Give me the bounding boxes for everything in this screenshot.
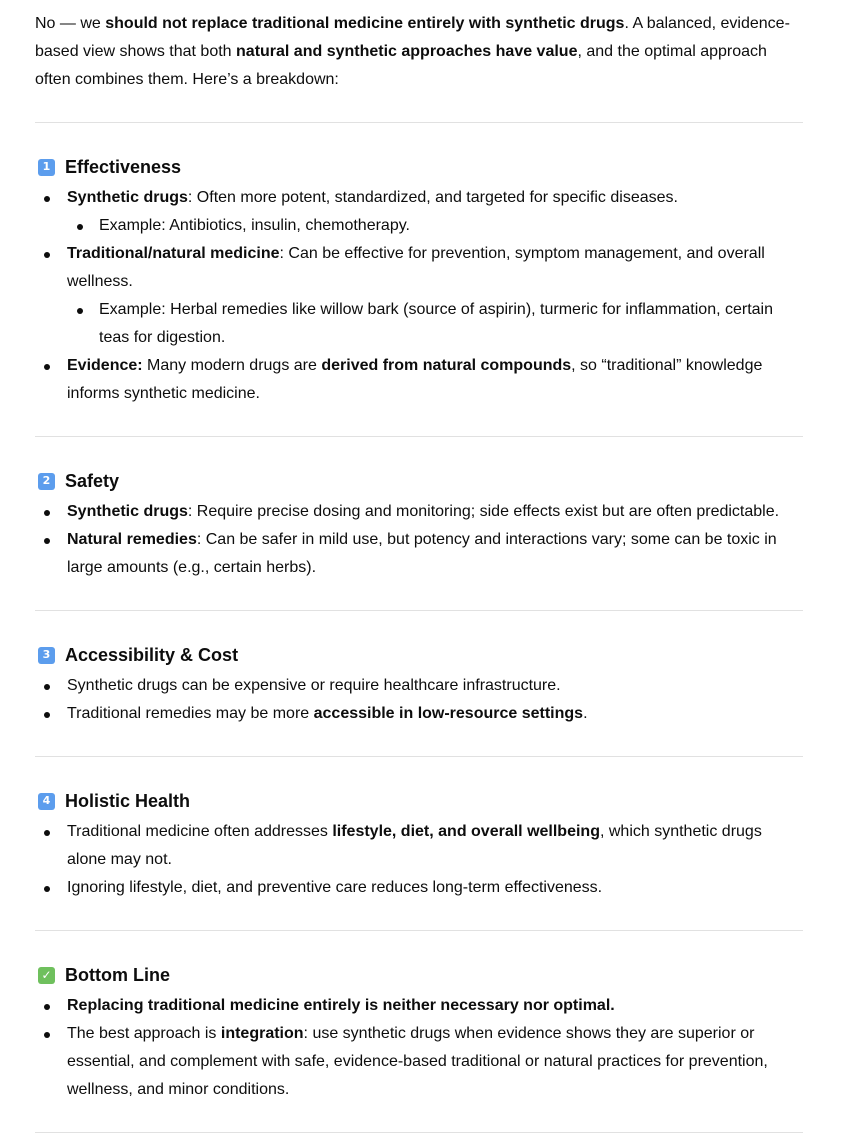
divider — [35, 122, 803, 123]
section-title: Effectiveness — [65, 157, 182, 177]
item-text: : Require precise dosing and monitoring; side effects exist but are often predictable. — [187, 503, 780, 520]
section-bottom-line — [35, 962, 803, 1104]
list-item: Ignoring lifestyle, diet, and preventive care reduces long-term effectiveness. — [35, 874, 803, 902]
item-label: Synthetic drugs — [67, 503, 188, 520]
section-heading — [35, 642, 803, 668]
item-bold: accessible in low-resource settings — [313, 705, 584, 722]
section-heading — [35, 154, 803, 180]
item-text: Traditional medicine often addresses — [67, 823, 333, 840]
item-text: The best approach is — [67, 1025, 221, 1042]
divider — [35, 930, 803, 931]
bullet-list — [35, 992, 803, 1104]
list-item — [35, 526, 803, 582]
item-bold: Replacing traditional medicine entirely is neither necessary nor optimal. — [67, 997, 615, 1014]
divider — [35, 756, 803, 757]
item-text: . — [583, 705, 588, 722]
keycap-3-icon: 3 — [38, 647, 55, 664]
section-title: Accessibility & Cost — [65, 645, 239, 665]
divider — [35, 610, 803, 611]
list-item — [35, 184, 803, 240]
sub-list-item: Example: Antibiotics, insulin, chemotherapy. — [67, 212, 803, 240]
item-label: Traditional/natural medicine — [67, 245, 280, 262]
section-title: Holistic Health — [65, 791, 191, 811]
sub-list-item: Example: Herbal remedies like willow bark (source of aspirin), turmeric for inflammation, certain teas for digestion. — [67, 296, 803, 352]
intro-bold: should not replace traditional medicine entirely with synthetic drugs — [105, 15, 625, 32]
keycap-1-icon: 1 — [38, 159, 55, 176]
item-text: , so “traditional” knowledge informs synthetic medicine. — [67, 357, 763, 402]
divider — [35, 1132, 803, 1133]
intro-text: . A balanced, evidence-based view shows that both — [35, 15, 790, 60]
section-accessibility-cost — [35, 642, 803, 728]
item-text: : use synthetic drugs when evidence shows they are superior or essential, and complement with safe, evidence-based traditional or natural practices for prevention, wellness, and minor conditions. — [67, 1025, 768, 1098]
list-item — [35, 498, 803, 526]
keycap-4-icon: 4 — [38, 793, 55, 810]
section-heading — [35, 962, 803, 988]
list-item — [35, 700, 803, 728]
list-item — [35, 240, 803, 352]
item-bold: derived from natural compounds — [321, 357, 572, 374]
list-item — [35, 1020, 803, 1104]
list-item — [35, 352, 803, 408]
list-item — [35, 992, 803, 1020]
section-title: Safety — [65, 471, 120, 491]
list-item: Synthetic drugs can be expensive or require healthcare infrastructure. — [35, 672, 803, 700]
item-label: Evidence: — [67, 357, 143, 374]
section-safety — [35, 468, 803, 582]
bullet-list — [35, 672, 803, 728]
section-heading — [35, 788, 803, 814]
sub-list — [67, 212, 803, 240]
item-bold: integration — [220, 1025, 304, 1042]
section-holistic-health — [35, 788, 803, 902]
item-text: : Can be effective for prevention, symptom management, and overall wellness. — [67, 245, 765, 290]
bullet-list — [35, 818, 803, 902]
sub-list — [67, 296, 803, 352]
item-text: Traditional remedies may be more — [67, 705, 314, 722]
item-text: , which synthetic drugs alone may not. — [67, 823, 762, 868]
item-bold: lifestyle, diet, and overall wellbeing — [332, 823, 600, 840]
bullet-list — [35, 498, 803, 582]
item-label: Natural remedies — [67, 531, 197, 548]
item-text: : Can be safer in mild use, but potency and interactions vary; some can be toxic in large amounts (e.g., certain herbs). — [67, 531, 777, 576]
bullet-list — [35, 184, 803, 408]
intro-text: No — we — [35, 15, 106, 32]
list-item — [35, 818, 803, 874]
intro-bold: natural and synthetic approaches have value — [236, 43, 578, 60]
check-mark-button-icon: ✓ — [38, 967, 55, 984]
section-heading — [35, 468, 803, 494]
intro-paragraph — [35, 10, 803, 94]
intro-text: , and the optimal approach often combines them. Here’s a breakdown: — [35, 43, 767, 88]
item-text: Many modern drugs are — [142, 357, 322, 374]
item-text: : Often more potent, standardized, and targeted for specific diseases. — [187, 189, 678, 206]
section-title: Bottom Line — [65, 965, 170, 985]
item-label: Synthetic drugs — [67, 189, 188, 206]
section-effectiveness — [35, 154, 803, 408]
keycap-2-icon: 2 — [38, 473, 55, 490]
divider — [35, 436, 803, 437]
